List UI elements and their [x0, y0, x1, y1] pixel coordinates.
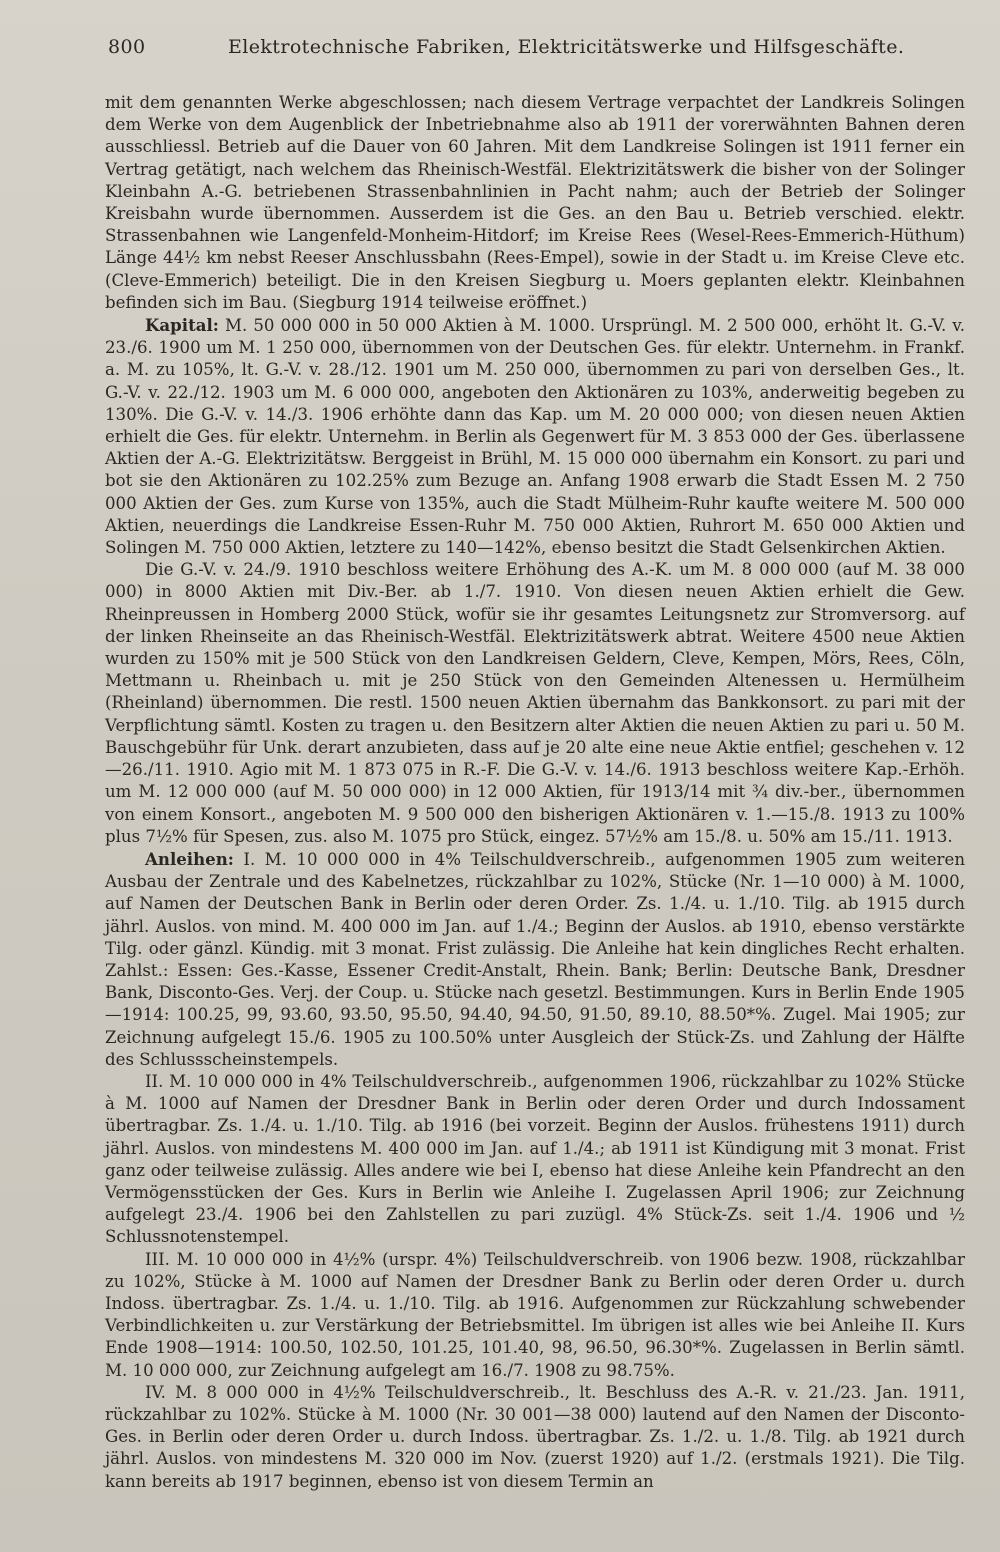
paragraph-text: I. M. 10 000 000 in 4% Teilschuldverschreib., aufgenommen 1905 zum weiteren Ausbau der Zentrale und des Kabelnetzes, rückzahlbar zu 102%, Stücke (Nr. 1—10 000) à M. 1000, auf Namen der Deutschen Bank in Berlin oder deren Order. Zs. 1./4. u. 1./10. Tilg. ab 1915 durch jährl. Auslos. von mind. M. 400 000 im Jan. auf 1./4.; Beginn der Auslos. ab 1910, ebenso verstärkte Tilg. oder gänzl. Kündig. mit 3 monat. Frist zulässig. Die Anleihe hat kein dingliches Recht erhalten. Zahlst.: Essen: Ges.-Kasse, Essener Credit-Anstalt, Rhein. Bank; Berlin: Deutsche Bank, Dresdner Bank, Disconto-Ges. Verj. der Coup. u. Stücke nach gesetzl. Bestimmungen. Kurs in Berlin Ende 1905—1914: 100.25, 99, 93.60, 93.50, 95.50, 94.40, 94.50, 91.50, 89.10, 88.50*%. Zugel. Mai 1905; zur Zeichnung aufgelegt 15./6. 1905 zu 100.50% unter Ausgleich der Stück-Zs. und Zahlung der Hälfte des Schlussscheinstempels.: [105, 849, 965, 1069]
running-title: Elektrotechnische Fabriken, Elektricitätswerke und Hilfsgeschäfte.: [228, 36, 905, 58]
paragraph-text: Die G.-V. v. 24./9. 1910 beschloss weitere Erhöhung des A.-K. um M. 8 000 000 (auf M. 38 000 000) in 8000 Aktien mit Div.-Ber. ab 1./7. 1910. Von diesen neuen Aktien erhielt die Gew. Rheinpreussen in Homberg 2000 Stück, wofür sie ihr gesamtes Leitungsnetz zur Stromversorg. auf der linken Rheinseite an das Rheinisch-Westfäl. Elektrizitätswerk abtrat. Weitere 4500 neue Aktien wurden zu 150% mit je 500 Stück von den Landkreisen Geldern, Cleve, Kempen, Mörs, Rees, Cöln, Mettmann u. Rheinbach u. mit je 250 Stück von den Gemeinden Altenessen u. Hermülheim (Rheinland) übernommen. Die restl. 1500 neuen Aktien übernahm das Bankkonsort. zu pari mit der Verpflichtung sämtl. Kosten zu tragen u. den Besitzern alter Aktien die neuen Aktien zu pari u. 50 M. Bauschgebühr für Unk. derart anzubieten, dass auf je 20 alte eine neue Aktie entfiel; geschehen v. 12—26./11. 1910. Agio mit M. 1 873 075 in R.-F. Die G.-V. v. 14./6. 1913 beschloss weitere Kap.-Erhöh. um M. 12 000 000 (auf M. 50 000 000) in 12 000 Aktien, für 1913/14 mit ¾ div.-ber., übernommen von einem Konsort., angeboten M. 9 500 000 den bisherigen Aktionären v. 1.—15./8. 1913 zu 100% plus 7½% für Spesen, zus. also M. 1075 pro Stück, eingez. 57½% am 15./8. u. 50% am 15./11. 1913.: [105, 560, 965, 846]
paragraph-text: IV. M. 8 000 000 in 4½% Teilschuldverschreib., lt. Beschluss des A.-R. v. 21./23. Jan. 1911, rückzahlbar zu 102%. Stücke à M. 1000 (Nr. 30 001—38 000) lautend auf den Namen der Disconto-Ges. in Berlin oder deren Order u. durch Indoss. übertragbar. Zs. 1./2. u. 1./8. Tilg. ab 1921 durch jährl. Auslos. von mindestens M. 320 000 im Nov. (zuerst 1920) auf 1./2. (erstmals 1921). Die Tilg. kann bereits ab 1917 beginnen, ebenso ist von diesem Termin an: [105, 1382, 965, 1491]
page-number: 800: [108, 36, 146, 58]
section-label-kapital: Kapital:: [145, 315, 219, 336]
section-label-anleihen: Anleihen:: [145, 848, 234, 869]
page-body: [105, 92, 965, 1493]
paragraph-text: M. 50 000 000 in 50 000 Aktien à M. 1000. Ursprüngl. M. 2 500 000, erhöht lt. G.-V. v. 23./6. 1900 um M. 1 250 000, übernommen von der Deutschen Ges. für elektr. Unternehm. in Frankf. a. M. zu 105%, lt. G.-V. v. 28./12. 1901 um M. 250 000, übernommen zu pari von derselben Ges., lt. G.-V. v. 22./12. 1903 um M. 6 000 000, angeboten den Aktionären zu 103%, anderweitig begeben zu 130%. Die G.-V. v. 14./3. 1906 erhöhte dann das Kap. um M. 20 000 000; von diesen neuen Aktien erhielt die Ges. für elektr. Unternehm. in Berlin als Gegenwert für M. 3 853 000 der Ges. überlassene Aktien der A.-G. Elektrizitätsw. Berggeist in Brühl, M. 15 000 000 übernahm ein Konsort. zu pari und bot sie den Aktionären zu 102.25% zum Bezuge an. Anfang 1908 erwarb die Stadt Essen M. 2 750 000 Aktien der Ges. zum Kurse von 135%, auch die Stadt Mülheim-Ruhr kaufte weitere M. 500 000 Aktien, neuerdings die Landkreise Essen-Ruhr M. 750 000 Aktien, Ruhrort M. 650 000 Aktien und Solingen M. 750 000 Aktien, letztere zu 140—142%, ebenso besitzt die Stadt Gelsenkirchen Aktien.: [105, 316, 966, 558]
paragraph-anleihen: [105, 848, 965, 1071]
paragraph-anleihe-iv: [105, 1382, 965, 1493]
paragraph-anleihe-iii: [105, 1249, 965, 1382]
paragraph-text: III. M. 10 000 000 in 4½% (urspr. 4%) Teilschuldverschreib. von 1906 bezw. 1908, rückzahlbar zu 102%, Stücke à M. 1000 auf Namen der Dresdner Bank zu Berlin oder deren Order u. durch Indoss. übertragbar. Zs. 1./4. u. 1./10. Tilg. ab 1916. Aufgenommen zur Rückzahlung schwebender Verbindlichkeiten u. zur Verstärkung der Betriebsmittel. Im übrigen ist alles wie bei Anleihe II. Kurs Ende 1908—1914: 100.50, 102.50, 101.25, 101.40, 98, 96.50, 96.30*%. Zugelassen in Berlin sämtl. M. 10 000 000, zur Zeichnung aufgelegt am 16./7. 1908 zu 98.75%.: [105, 1249, 965, 1380]
paragraph-intro: [105, 92, 965, 314]
paragraph-kapital: [105, 314, 965, 559]
paragraph-text: mit dem genannten Werke abgeschlossen; nach diesem Vertrage verpachtet der Landkreis Solingen dem Werke von dem Augenblick der Inbetriebnahme also ab 1911 der vorerwähnten Bahnen deren ausschliessl. Betrieb auf die Dauer von 60 Jahren. Mit dem Landkreise Solingen ist 1911 ferner ein Vertrag getätigt, nach welchem das Rheinisch-Westfäl. Elektrizitätswerk die bisher von der Solinger Kleinbahn A.-G. betriebenen Strassenbahnlinien in Pacht nahm; auch der Betrieb der Solinger Kreisbahn wurde übernommen. Ausserdem ist die Ges. an den Bau u. Betrieb verschied. elektr. Strassenbahnen wie Langenfeld-Monheim-Hitdorf; im Kreise Rees (Wesel-Rees-Emmerich-Hüthum) Länge 44½ km nebst Reeser Anschlussbahn (Rees-Empel), sowie in der Stadt u. im Kreise Cleve etc. (Cleve-Emmerich) beteiligt. Die in den Kreisen Siegburg u. Moers geplanten elektr. Kleinbahnen befinden sich im Bau. (Siegburg 1914 teilweise eröffnet.): [105, 93, 965, 312]
paragraph-anleihe-ii: [105, 1071, 965, 1249]
paragraph-gv-1910: [105, 559, 965, 848]
paragraph-text: II. M. 10 000 000 in 4% Teilschuldverschreib., aufgenommen 1906, rückzahlbar zu 102% Stücke à M. 1000 auf Namen der Dresdner Bank in Berlin oder deren Order und durch Indossament übertragbar. Zs. 1./4. u. 1./10. Tilg. ab 1916 (bei vorzeit. Beginn der Auslos. frühestens 1911) durch jährl. Auslos. von mindestens M. 400 000 im Jan. auf 1./4.; ab 1911 ist Kündigung mit 3 monat. Frist ganz oder teilweise zulässig. Alles andere wie bei I, ebenso hat diese Anleihe kein Pfandrecht an den Vermögensstücken der Ges. Kurs in Berlin wie Anleihe I. Zugelassen April 1906; zur Zeichnung aufgelegt 23./4. 1906 bei den Zahlstellen zu pari zuzügl. 4% Stück-Zs. seit 1./4. 1906 und ½ Schlussnotenstempel.: [105, 1071, 965, 1247]
